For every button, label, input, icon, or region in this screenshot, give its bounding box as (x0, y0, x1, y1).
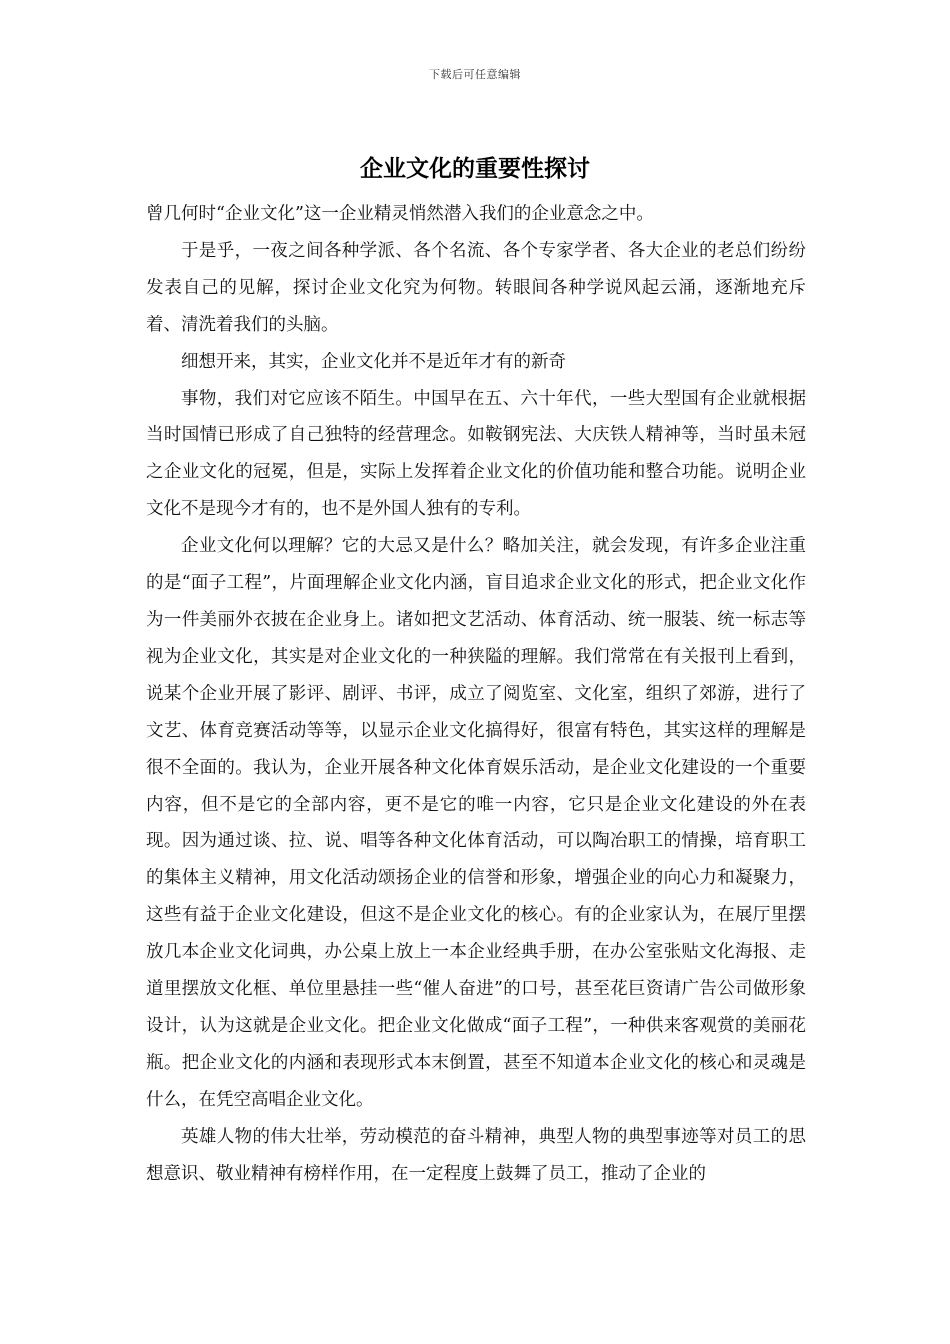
paragraph: 事物，我们对它应该不陌生。中国早在五、六十年代，一些大型国有企业就根据当时国情已形成了自己独特的经营理念。如鞍钢宪法、大庆铁人精神等，当时虽未冠之企业文化的冠冕，但是，实际上发挥着企业文化的价值功能和整合功能。说明企业文化不是现今才有的，也不是外国人独有的专利。 (146, 388, 806, 520)
paragraph: 于是乎，一夜之间各种学派、各个名流、各个专家学者、各大企业的老总们纷纷发表自己的见解，探讨企业文化究为何物。转眼间各种学说风起云涌，逐渐地充斥着、清洗着我们的头脑。 (146, 240, 806, 335)
paragraph: 曾几何时“企业文化”这一企业精灵悄然潜入我们的企业意念之中。 (146, 204, 654, 224)
page-header-note: 下载后可任意编辑 (429, 68, 521, 81)
paragraph: 细想开来，其实，企业文化并不是近年才有的新奇 (181, 351, 566, 372)
document-body (146, 196, 806, 1192)
document-title: 企业文化的重要性探讨 (360, 155, 590, 182)
paragraph: 英雄人物的伟大壮举，劳动模范的奋斗精神，典型人物的典型事迹等对员工的思想意识、敬业精神有榜样作用，在一定程度上鼓舞了员工，推动了企业的 (146, 1126, 806, 1184)
paragraph: 企业文化何以理解？它的大忌又是什么？略加关注，就会发现，有许多企业注重的是“面子工程”，片面理解企业文化内涵，盲目追求企业文化的形式，把企业文化作为一件美丽外衣披在企业身上。诸如把文艺活动、体育活动、统一服装、统一标志等视为企业文化，其实是对企业文化的一种狭隘的理解。我们常常在有关报刊上看到，说某个企业开展了影评、剧评、书评，成立了阅览室、文化室，组织了郊游，进行了文艺、体育竞赛活动等等，以显示企业文化搞得好，很富有特色，其实这样的理解是很不全面的。我认为，企业开展各种文化体育娱乐活动，是企业文化建设的一个重要内容，但不是它的全部内容，更不是它的唯一内容，它只是企业文化建设的外在表现。因为通过谈、拉、说、唱等各种文化体育活动，可以陶冶职工的情操，培育职工的集体主义精神，用文化活动颂扬企业的信誉和形象，增强企业的向心力和凝聚力，这些有益于企业文化建设，但这不是企业文化的核心。有的企业家认为，在展厅里摆放几本企业文化词典，办公桌上放上一本企业经典手册，在办公室张贴文化海报、走道里摆放文化框、单位里悬挂一些“催人奋进”的口号，甚至花巨资请广告公司做形象设计，认为这就是企业文化。把企业文化做成“面子工程”，一种供来客观赏的美丽花瓶。把企业文化的内涵和表现形式本末倒置，甚至不知道本企业文化的核心和灵魂是什么，在凭空高唱企业文化。 (146, 536, 806, 1110)
